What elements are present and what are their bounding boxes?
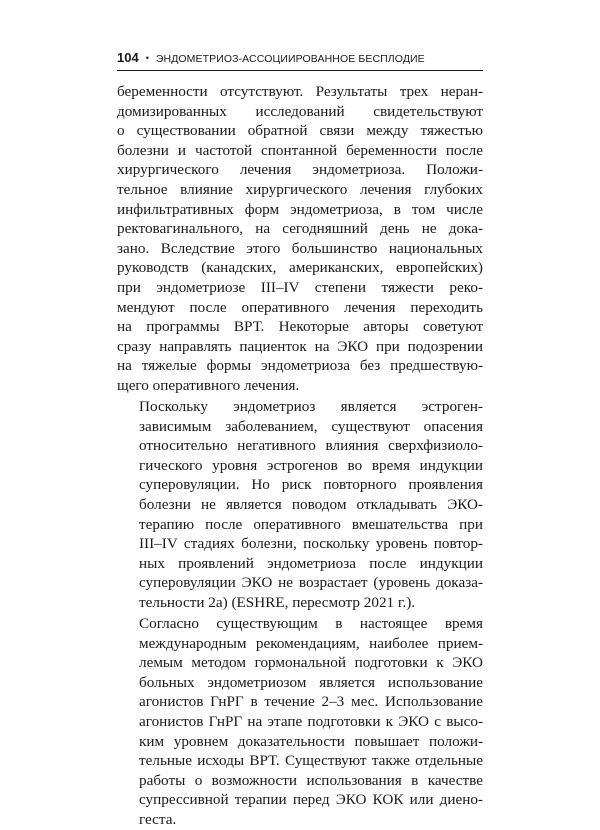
text-line: гического уровня эстрогенов во время индукции	[139, 456, 483, 474]
header-bullet: •	[145, 53, 149, 63]
text-line: болезни не является поводом откладывать ЭКО-	[139, 495, 483, 513]
body-text	[117, 82, 483, 830]
paragraph	[117, 82, 483, 396]
text-line: суперовуляции. Но риск повторного проявления	[139, 476, 483, 494]
text-line: ким уровнем доказательности повышает положи-	[139, 732, 483, 750]
text-line: III–IV стадиях болезни, поскольку уровень повтор-	[139, 535, 483, 553]
text-line: Поскольку эндометриоз является эстроген-	[139, 398, 483, 415]
text-line: зависимым заболеванием, существуют опасения	[139, 417, 483, 435]
text-line: терапию после оперативного вмешательства при	[139, 515, 483, 533]
text-line: домизированных исследований свидетельствуют	[117, 102, 483, 120]
text-line: руководств (канадских, американских, европейских)	[117, 259, 483, 277]
running-title: ЭНДОМЕТРИОЗ-АССОЦИИРОВАННОЕ БЕСПЛОДИЕ	[155, 53, 425, 65]
text-line: тельности 2а) (ESHRE, пересмотр 2021 г.).	[139, 593, 416, 611]
text-line: геста.	[139, 810, 177, 828]
text-line: при эндометриозе III–IV степени тяжести реко-	[117, 278, 483, 296]
text-line: тельные исходы ВРТ. Существуют также отдельные	[139, 752, 483, 770]
text-line: тельное влияние хирургического лечения глубоких	[117, 180, 483, 198]
text-line: ректовагинального, на сегодняшний день не дока-	[117, 220, 483, 238]
running-header	[117, 50, 483, 71]
text-line: международным рекомендациям, наиболее прием-	[139, 634, 483, 652]
text-line: агонистов ГнРГ на этапе подготовки к ЭКО с высо-	[139, 713, 483, 730]
text-line: относительно негативного влияния сверхфизиоло-	[139, 437, 483, 455]
text-line: мендуют после оперативного лечения переходить	[117, 298, 483, 316]
text-line: инфильтративных форм эндометриоза, в том числе	[117, 200, 483, 218]
text-line: Согласно существующим в настоящее время	[139, 615, 483, 633]
text-line: о существовании обратной связи между тяжестью	[117, 122, 483, 140]
text-line: агонистов ГнРГ в течение 2–3 мес. Использование	[139, 693, 483, 711]
text-line: хирургического лечения эндометриоза. Положи-	[117, 161, 483, 179]
text-line: сразу направлять пациенток на ЭКО при подозрении	[117, 337, 483, 355]
text-line: больных эндометриозом является использование	[139, 673, 483, 691]
text-line: болезни и частотой спонтанной беременности после	[117, 141, 483, 159]
text-line: ных проявлений эндометриоза после индукции	[139, 554, 483, 572]
paragraph	[117, 614, 483, 830]
text-line: беременности отсутствуют. Результаты трех неран-	[117, 83, 483, 100]
text-line: зано. Вследствие этого большинство национальных	[117, 239, 483, 257]
text-line: суперовуляции ЭКО не возрастает (уровень доказа-	[139, 574, 483, 592]
page-number: 104	[117, 50, 139, 65]
text-line: на тяжелые формы эндометриоза без предшествую-	[117, 357, 483, 375]
text-line: работы о возможности использования в качестве	[139, 771, 483, 789]
text-line: супрессивной терапии перед ЭКО КОК или диено-	[139, 791, 483, 809]
text-line: щего оперативного лечения.	[117, 376, 300, 394]
paragraph	[117, 397, 483, 613]
text-line: на программы ВРТ. Некоторые авторы советуют	[117, 318, 483, 336]
text-line: лемым методом гормональной подготовки к ЭКО	[139, 654, 483, 672]
